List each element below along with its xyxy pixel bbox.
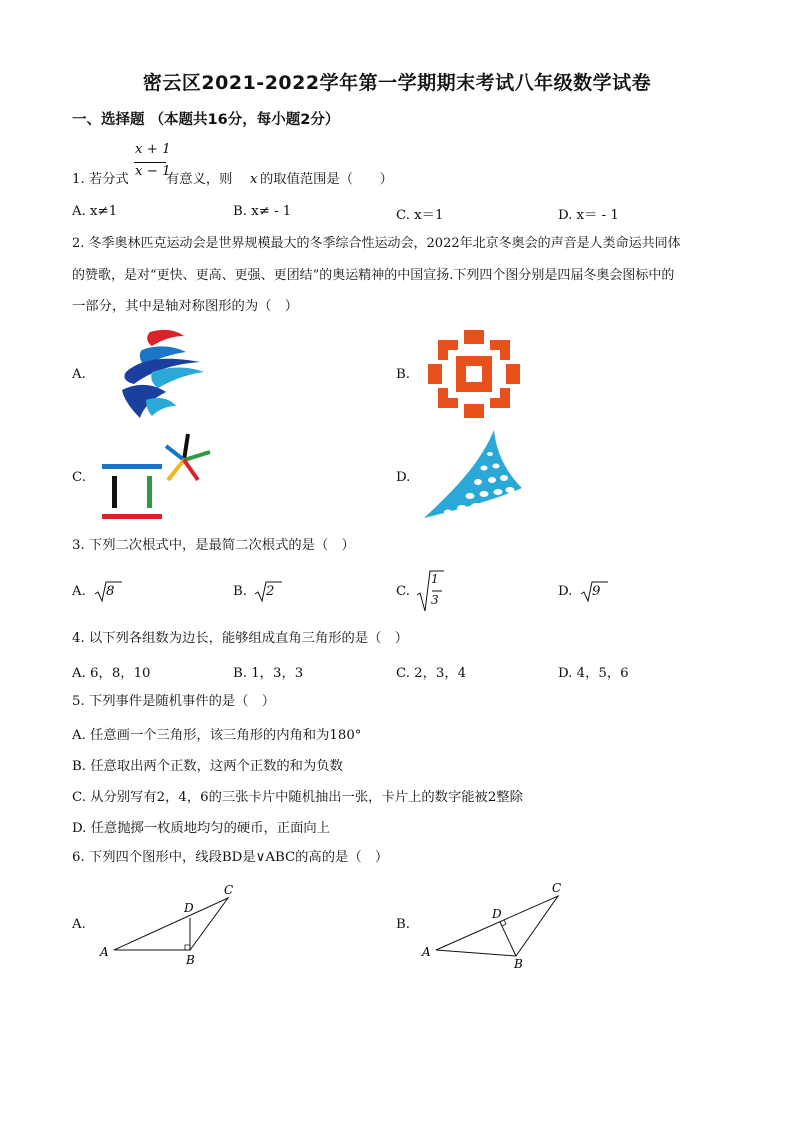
- q2-label-a: A.: [72, 367, 86, 382]
- q1-option-c: C. x＝1: [396, 208, 444, 223]
- page-title: 密云区2021-2022学年第一学期期末考试八年级数学试卷: [142, 72, 652, 94]
- q1-suffix: 有意义，则: [166, 172, 233, 187]
- q3-label-a: A.: [72, 584, 86, 599]
- q3-label-c: C.: [396, 584, 410, 599]
- q4-option-a: A. 6，8，10: [72, 666, 151, 681]
- q2-label-c: C.: [72, 470, 86, 485]
- q1-prefix: 1. 若分式: [72, 172, 129, 187]
- figure-b-point-c: C: [552, 881, 562, 895]
- q1-fraction-denominator: x − 1: [135, 164, 171, 179]
- q5-option-c: C. 从分别写有2，4，6的三张卡片中随机抽出一张，卡片上的数字能被2整除: [72, 790, 523, 805]
- triangle-figure-a: [96, 880, 241, 970]
- q6-text: 6. 下列四个图形中，线段BD是∨ABC的高的是（ ）: [72, 850, 389, 865]
- q1-option-d: D. x＝ - 1: [558, 208, 619, 223]
- q6-label-b: B.: [396, 917, 410, 932]
- q4-option-b: B. 1，3，3: [233, 666, 304, 681]
- q3-text: 3. 下列二次根式中，是最简二次根式的是（ ）: [72, 538, 355, 553]
- q5-option-d: D. 任意抛掷一枚质地均匀的硬币，正面向上: [72, 821, 330, 836]
- q1-suffix2: 的取值范围是（ ）: [260, 172, 393, 187]
- q5-option-b: B. 任意取出两个正数，这两个正数的和为负数: [72, 759, 343, 774]
- q3-radicand-a: 8: [106, 584, 115, 599]
- q4-text: 4. 以下列各组数为边长，能够组成直角三角形的是（ ）: [72, 631, 409, 646]
- q1-option-a: A. x≠1: [72, 204, 118, 219]
- figure-a-point-d: D: [184, 901, 194, 915]
- q3-radicand-b: 2: [266, 584, 275, 599]
- q3-radicand-d: 9: [592, 584, 601, 599]
- q2-label-b: B.: [396, 367, 410, 382]
- q6-label-a: A.: [72, 917, 86, 932]
- figure-b-point-a: A: [422, 945, 431, 959]
- orange-knot-emblem-image: [428, 330, 520, 418]
- q3-frac-den: 3: [431, 593, 439, 607]
- q2-line-2: 的赞歌，是对“更快、更高、更强、更团结”的奥运精神的中国宣扬.下列四个图分别是四届冬奥会图标中的: [72, 268, 675, 283]
- triangle-figure-b: [420, 878, 570, 970]
- figure-a-point-a: A: [100, 945, 109, 959]
- figure-b-point-b: B: [514, 957, 523, 970]
- goalpost-star-emblem-image: [100, 432, 215, 524]
- q3-label-b: B.: [233, 584, 247, 599]
- q2-line-3: 一部分，其中是轴对称图形的为（ ）: [72, 299, 299, 314]
- q5-text: 5. 下列事件是随机事件的是（ ）: [72, 694, 276, 709]
- section-heading: 一、选择题 （本题共16分，每小题2分）: [72, 112, 340, 128]
- q2-line-1: 2. 冬季奥林匹克运动会是世界规模最大的冬季综合性运动会，2022年北京冬奥会的声音是人类命运共同体: [72, 236, 681, 251]
- q3-frac-num: 1: [431, 572, 439, 586]
- figure-b-point-d: D: [492, 907, 502, 921]
- q1-option-b: B. x≠ - 1: [233, 204, 292, 219]
- q5-option-a: A. 任意画一个三角形，该三角形的内角和为180°: [72, 728, 362, 743]
- q4-option-c: C. 2，3，4: [396, 666, 467, 681]
- beijing-ribbon-emblem-image: [112, 326, 212, 421]
- q3-label-d: D.: [558, 584, 573, 599]
- dotted-wave-emblem-image: [424, 430, 524, 522]
- q1-fraction-bar: [134, 162, 166, 163]
- figure-a-point-c: C: [224, 883, 234, 897]
- figure-a-point-b: B: [186, 953, 195, 967]
- q2-label-d: D.: [396, 470, 411, 485]
- q1-fraction-numerator: x + 1: [135, 142, 171, 157]
- q4-option-d: D. 4，5，6: [558, 666, 629, 681]
- q1-var: x: [250, 172, 258, 187]
